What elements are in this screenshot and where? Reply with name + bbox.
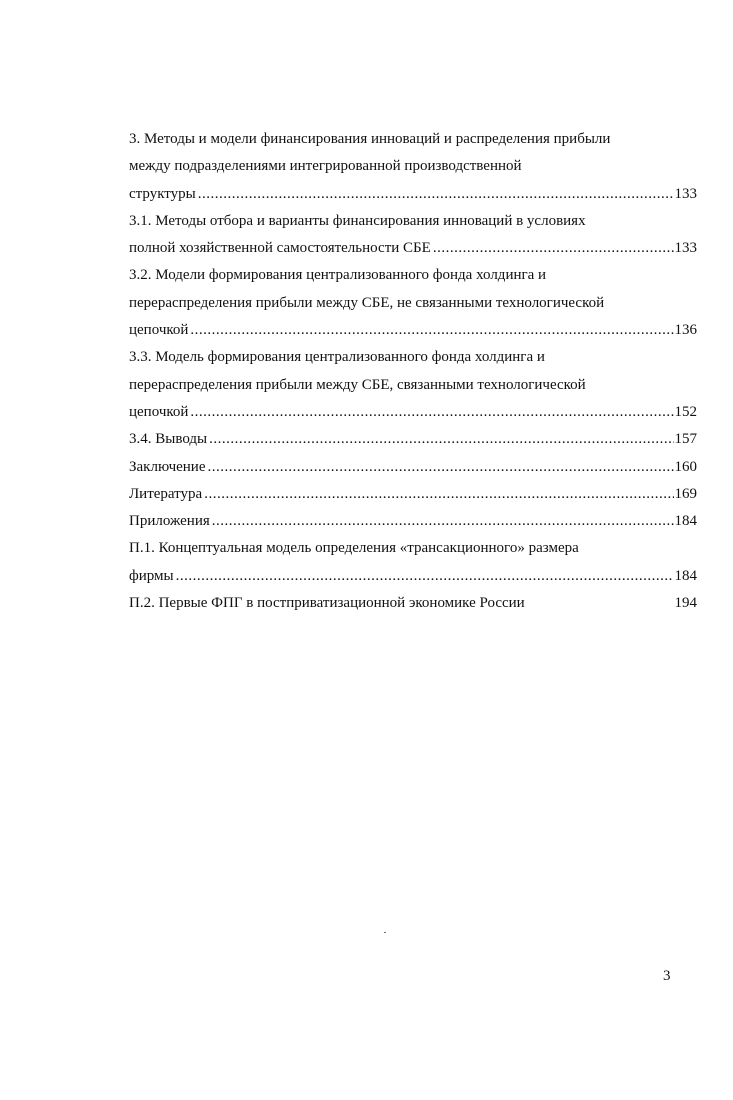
leader-dots bbox=[190, 317, 673, 344]
leader-dots bbox=[198, 181, 674, 208]
toc-entry bbox=[129, 344, 697, 426]
toc-entry-label: П.2. Первые ФПГ в постприватизационной экономике России bbox=[129, 595, 525, 612]
leader-dots bbox=[176, 563, 674, 590]
toc-entry-page: 169 bbox=[674, 481, 698, 508]
toc-entry bbox=[129, 262, 697, 344]
toc-entry-line: 3.2. Модели формирования централизованного фонда холдинга и bbox=[129, 267, 547, 284]
toc-entry bbox=[129, 126, 697, 208]
toc-entry bbox=[129, 535, 697, 590]
toc-entry-last-line bbox=[129, 235, 697, 262]
toc-entry-line: 3.3. Модель формирования централизованного фонда холдинга и bbox=[129, 349, 545, 366]
toc-entry-label: структуры bbox=[129, 181, 198, 208]
toc-entry bbox=[129, 481, 697, 508]
toc-entry-line: П.1. Концептуальная модель определения «трансакционного» размера bbox=[129, 540, 579, 557]
leader-dots bbox=[209, 426, 673, 453]
toc-entry-page: 152 bbox=[674, 399, 698, 426]
leader-dots bbox=[212, 508, 674, 535]
leader-dots bbox=[204, 481, 673, 508]
toc-entry-page: 157 bbox=[674, 426, 698, 453]
toc-entry bbox=[129, 454, 697, 481]
toc-entry-last-line bbox=[129, 508, 697, 535]
toc-entry-last-line bbox=[129, 426, 697, 453]
toc-entry-last-line bbox=[129, 399, 697, 426]
toc-entry-last-line bbox=[129, 317, 697, 344]
toc-entry-last-line bbox=[129, 481, 697, 508]
toc-entry-line: перераспределения прибыли между СБЕ, не связанными технологической bbox=[129, 294, 605, 311]
toc-entry-label: цепочкой bbox=[129, 399, 190, 426]
toc-entry bbox=[129, 208, 697, 263]
toc-entry-line: 3. Методы и модели финансирования инноваций и распределения прибыли bbox=[129, 131, 611, 147]
leader-dots bbox=[190, 399, 673, 426]
page-number: 3 bbox=[663, 968, 671, 984]
toc-entry-label: Заключение bbox=[129, 454, 208, 481]
toc-entry-page: 194 bbox=[674, 595, 697, 612]
toc-entry-last-line bbox=[129, 181, 697, 208]
toc-entry-label: полной хозяйственной самостоятельности СБЕ bbox=[129, 235, 433, 262]
toc-entry-page: 133 bbox=[674, 235, 698, 262]
toc-entry-line: 3.1. Методы отбора и варианты финансирования инноваций в условиях bbox=[129, 212, 586, 229]
toc-entry-page: 184 bbox=[674, 508, 698, 535]
toc-entry-label: 3.4. Выводы bbox=[129, 426, 209, 453]
toc-entry-label: фирмы bbox=[129, 563, 176, 590]
leader-dots bbox=[433, 235, 674, 262]
toc-entry-line: между подразделениями интегрированной производственной bbox=[129, 158, 522, 175]
toc-entry bbox=[129, 426, 697, 453]
toc-entry bbox=[129, 590, 697, 617]
toc-entry-page: 133 bbox=[674, 181, 698, 208]
toc-entry bbox=[129, 508, 697, 535]
toc-entry-last-line bbox=[129, 563, 697, 590]
leader-dots bbox=[208, 454, 674, 481]
table-of-contents bbox=[129, 126, 697, 617]
toc-entry-page: 136 bbox=[674, 317, 698, 344]
toc-entry-line: перераспределения прибыли между СБЕ, связанными технологической bbox=[129, 376, 586, 393]
toc-entry-page: 160 bbox=[674, 454, 698, 481]
scan-speck bbox=[384, 932, 386, 933]
toc-entry-label: цепочкой bbox=[129, 317, 190, 344]
toc-entry-page: 184 bbox=[674, 563, 698, 590]
toc-entry-label: Приложения bbox=[129, 508, 212, 535]
toc-entry-label: Литература bbox=[129, 481, 204, 508]
toc-entry-last-line bbox=[129, 454, 697, 481]
